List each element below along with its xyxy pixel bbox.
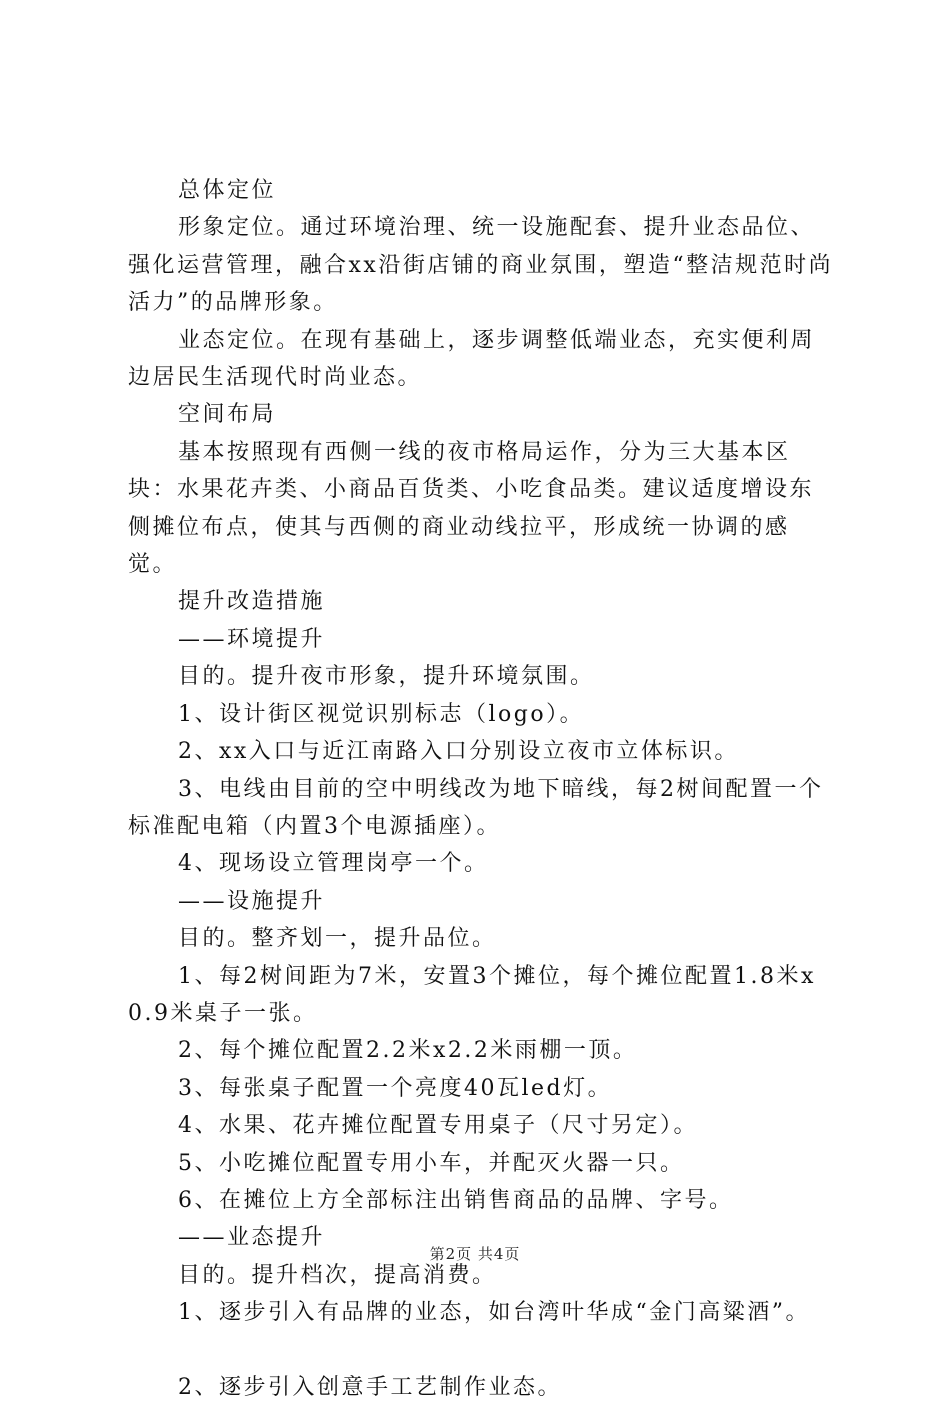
blank-line	[128, 1332, 838, 1369]
list-item-environment-3: 3、电线由目前的空中明线改为地下暗线，每2树间配置一个标准配电箱（内置3个电源插座）。	[128, 776, 824, 839]
paragraph-spatial-layout: 基本按照现有西侧一线的夜市格局运作，分为三大基本区块：水果花卉类、小商品百货类、小吃食品类。建议适度增设东侧摊位布点，使其与西侧的商业动线拉平，形成统一协调的感觉。	[128, 439, 815, 578]
list-item-environment-2: 2、xx入口与近江南路入口分别设立夜市立体标识。	[178, 739, 739, 765]
subheading-environment: ——环境提升	[178, 626, 326, 652]
list-item-facilities-2: 2、每个摊位配置2.2米x2.2米雨棚一顶。	[178, 1038, 638, 1064]
page-number-footer: 第2页 共4页	[429, 1245, 521, 1263]
list-item-business-1: 1、逐步引入有品牌的业态，如台湾叶华成“金门高粱酒”。	[178, 1300, 810, 1326]
document-body	[128, 172, 838, 1406]
list-item-facilities-1: 1、每2树间距为7米，安置3个摊位，每个摊位配置1.8米x0.9米桌子一张。	[128, 963, 816, 1026]
subheading-facilities: ——设施提升	[178, 888, 326, 914]
paragraph-image-positioning: 形象定位。通过环境治理、统一设施配套、提升业态品位、强化运营管理，融合xx沿街店铺的商业氛围，塑造“整洁规范时尚活力”的品牌形象。	[128, 215, 834, 316]
heading-upgrade-measures: 提升改造措施	[178, 589, 326, 615]
list-item-facilities-5: 5、小吃摊位配置专用小车，并配灭火器一只。	[178, 1150, 685, 1176]
list-item-environment-4: 4、现场设立管理岗亭一个。	[178, 851, 489, 877]
paragraph-environment-purpose: 目的。提升夜市形象，提升环境氛围。	[178, 664, 595, 690]
list-item-environment-1: 1、设计街区视觉识别标志（logo）。	[178, 701, 585, 727]
paragraph-business-positioning: 业态定位。在现有基础上，逐步调整低端业态，充实便利周边居民生活现代时尚业态。	[128, 327, 816, 391]
list-item-facilities-3: 3、每张桌子配置一个亮度40瓦led灯。	[178, 1075, 613, 1101]
paragraph-business-purpose: 目的。提升档次，提高消费。	[178, 1262, 497, 1288]
subheading-business: ——业态提升	[178, 1225, 326, 1251]
heading-overall-positioning: 总体定位	[178, 178, 277, 203]
heading-spatial-layout: 空间布局	[178, 402, 277, 428]
list-item-facilities-4: 4、水果、花卉摊位配置专用桌子（尺寸另定）。	[178, 1113, 698, 1139]
list-item-business-2: 2、逐步引入创意手工艺制作业态。	[178, 1374, 562, 1400]
list-item-facilities-6: 6、在摊位上方全部标注出销售商品的品牌、字号。	[178, 1187, 734, 1213]
paragraph-facilities-purpose: 目的。整齐划一，提升品位。	[178, 926, 497, 952]
